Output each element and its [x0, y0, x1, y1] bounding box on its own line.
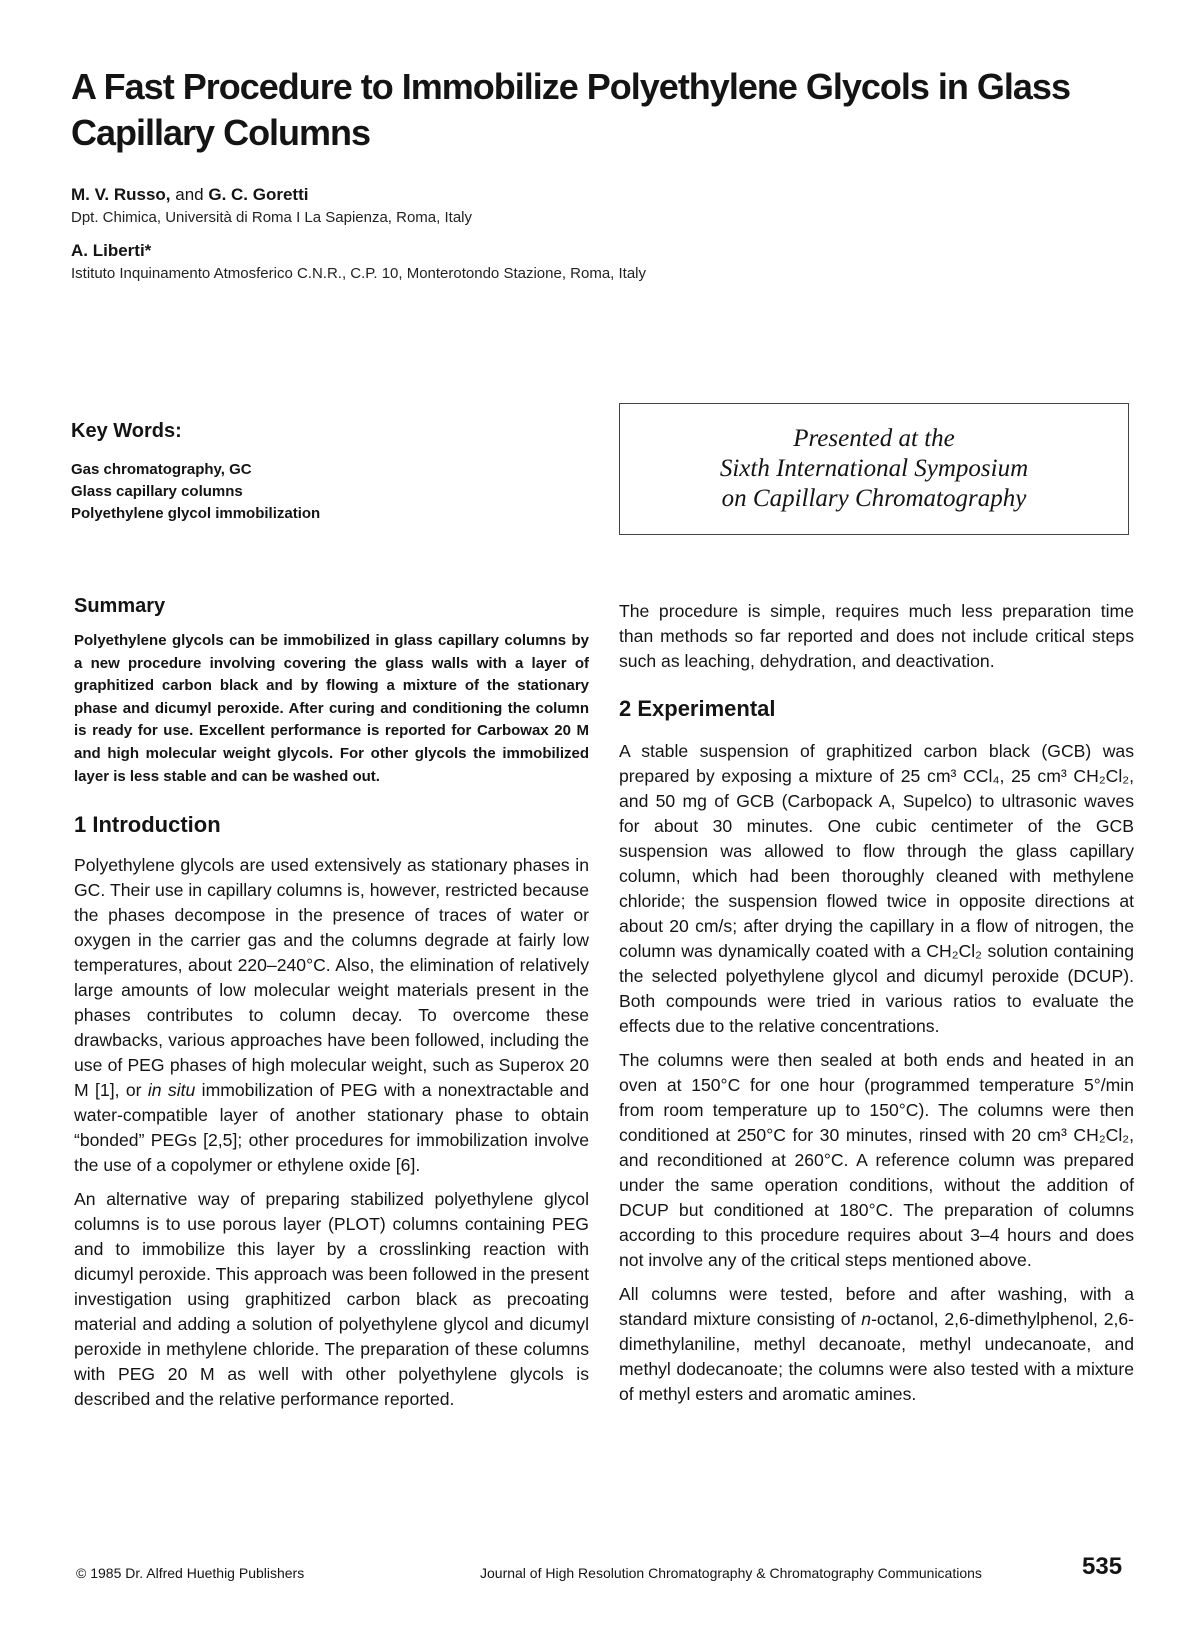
symposium-box — [619, 403, 1129, 535]
author-line-2 — [71, 240, 151, 262]
symposium-line: Sixth International Symposium — [719, 455, 1029, 482]
page-number: 535 — [1082, 1553, 1123, 1580]
summary-heading: Summary — [74, 595, 166, 617]
in-situ-term: in situ — [147, 1080, 196, 1101]
experimental-paragraph-3: All columns were tested, before and after washing, with a standard mixture consisting of n-octanol, 2,6-dimethylphenol, 2,6-dimethylaniline, methyl decanoate, methyl undecanoate, and methyl dodecanoate; the columns were also tested with a mixture of methyl esters and aromatic amines. — [619, 1284, 1135, 1404]
experimental-heading: 2 Experimental — [619, 696, 776, 721]
key-words-list — [71, 459, 320, 525]
introduction-heading: 1 Introduction — [74, 812, 221, 838]
article-title: A Fast Procedure to Immobilize Polyethylene Glycols in Glass Capillary Columns — [71, 66, 1070, 153]
author-russo: M. V. Russo, — [71, 185, 171, 204]
author-line-1 — [71, 184, 308, 206]
key-word-item: Gas chromatography, GC — [71, 461, 252, 478]
symposium-line: Presented at the — [793, 425, 955, 452]
summary-text: Polyethylene glycols can be immobilized in glass capillary columns by a new procedure involving covering the glass walls with a layer of graphitized carbon black and by flowing a mixture of the stationary phase and dicumyl peroxide. After curing and conditioning the column is ready for use. Excellent performance is reported for Carbowax 20 M and high molecular weight glycols. For other glycols the immobilized layer is less stable and can be washed out. — [74, 632, 589, 785]
key-word-item: Glass capillary columns — [71, 483, 243, 500]
introduction-paragraph-2: An alternative way of preparing stabilized polyethylene glycol columns is to use porous layer (PLOT) columns containing PEG and to immobilize this layer by a crosslinking reaction with dicumyl peroxide. This approach was been followed in the present investigation using graphitized carbon black as precoating material and adding a solution of polyethylene glycol and dicumyl peroxide in methylene chloride. The preparation of these columns with PEG 20 M as well with other polyethylene glycols is described and the relative performance reported. — [74, 1189, 589, 1410]
copyright-notice: © 1985 Dr. Alfred Huethig Publishers — [76, 1565, 305, 1581]
procedure-paragraph: The procedure is simple, requires much less preparation time than methods so far reported and does not include critical steps such as leaching, dehydration, and deactivation. — [619, 601, 1134, 671]
right-column — [619, 599, 1134, 1407]
experimental-paragraph-1: A stable suspension of graphitized carbon black (GCB) was prepared by exposing a mixture of 25 cm³ CCl₄, 25 cm³ CH₂Cl₂, and 50 mg of GCB (Carbopack A, Supelco) to ultrasonic waves for about 30 minutes. One cubic centimeter of the GCB suspension was allowed to flow through the glass capillary column, which had been thoroughly cleaned with methylene chloride; the suspension flowed twice in opposite directions at about 20 cm/s; after drying the capillary in a flow of nitrogen, the column was dynamically coated with a CH₂Cl₂ solution containing the selected polyethylene glycol and dicumyl peroxide (DCUP). Both compounds were tried in various ratios to evaluate the effects due to the relative concentrations. — [619, 741, 1134, 1036]
experimental-paragraph-2: The columns were then sealed at both ends and heated in an oven at 150°C for one hour (programmed temperature 5°/min from room temperature up to 150°C). The columns were then conditioned at 250°C for 30 minutes, rinsed with 20 cm³ CH₂Cl₂, and reconditioned at 260°C. A reference column was prepared under the same operation conditions, without the addition of DCUP but conditioned at 180°C. The preparation of columns according to this procedure requires about 3–4 hours and does not involve any of the critical steps mentioned above. — [619, 1050, 1134, 1270]
author-liberti: A. Liberti* — [71, 241, 152, 260]
key-word-item: Polyethylene glycol immobilization — [71, 505, 321, 522]
author-conjunction: and — [175, 185, 204, 204]
journal-name: Journal of High Resolution Chromatography & Chromatography Communications — [480, 1565, 982, 1581]
affiliation-1: Dpt. Chimica, Università di Roma I La Sapienza, Roma, Italy — [71, 209, 472, 226]
author-goretti: G. C. Goretti — [208, 185, 309, 204]
introduction-paragraph-1: Polyethylene glycols are used extensively as stationary phases in GC. Their use in capillary columns is, however, restricted because the phases decompose in the presence of traces of water or oxygen in the carrier gas and the columns degrade at fairly low temperatures, about 220–240°C. Also, the elimination of relatively large amounts of low molecular weight materials present in the phases contributes to column decay. To overcome these drawbacks, various approaches have been followed, including the use of PEG phases of high molecular weight, such as Superox 20 M [1], or in situ immobilization of PEG with a nonextractable and water-compatible layer of another stationary phase to obtain “bonded” PEGs [2,5]; other procedures for immobilization involve the use of a copolymer or ethylene oxide [6]. — [74, 855, 589, 1176]
key-words-heading: Key Words: — [71, 420, 182, 442]
symposium-line: on Capillary Chromatography — [721, 485, 1027, 512]
n-prefix: n — [861, 1309, 872, 1329]
affiliation-2: Istituto Inquinamento Atmosferico C.N.R., C.P. 10, Monterotondo Stazione, Roma, Italy — [71, 265, 647, 282]
left-column — [74, 595, 589, 1412]
